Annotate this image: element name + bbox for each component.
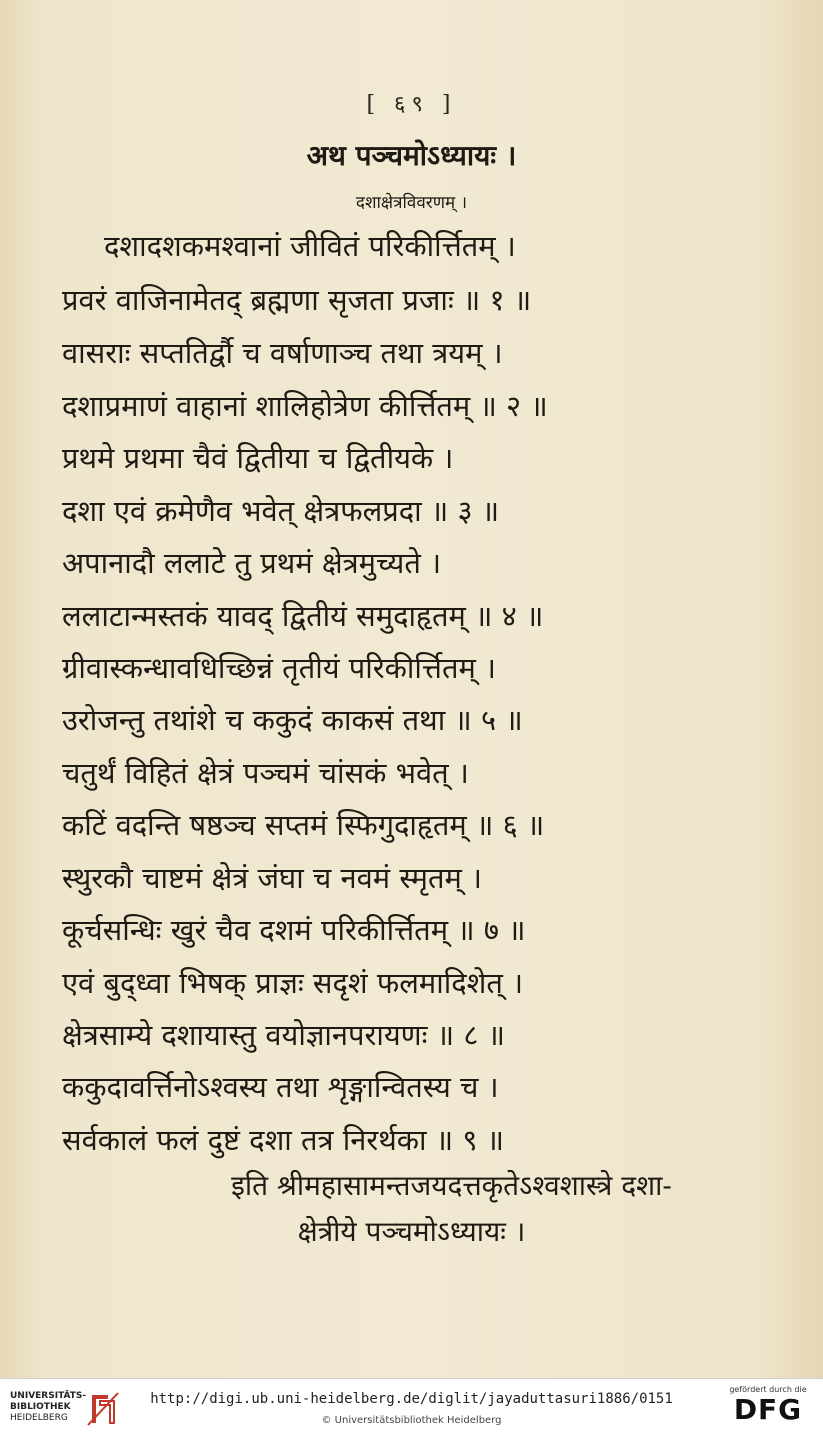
verse-line: दशाप्रमाणं वाहानां शालिहोत्रेण कीर्त्तितम् ॥ २ ॥ [62, 389, 548, 423]
copyright-notice: © Universitätsbibliothek Heidelberg [321, 1415, 502, 1426]
verse-line: क्षेत्रसाम्ये दशायास्तु वयोज्ञानपरायणः ॥ ८ ॥ [62, 1018, 505, 1052]
verse-line: सर्वकालं फलं दुष्टं दशा तत्र निरर्थका ॥ ९ ॥ [62, 1123, 505, 1157]
verse-line: चतुर्थं विहितं क्षेत्रं पञ्चमं चांसकं भवेत् । [62, 756, 469, 790]
verse-line: कूर्चसन्धिः खुरं चैव दशमं परिकीर्त्तितम् ॥ ७ ॥ [62, 913, 526, 947]
dfg-wordmark: DFG [733, 1393, 803, 1426]
verse-line: कटिं वदन्ति षष्ठञ्च सप्तमं स्फिगुदाहृतम् ॥ ६ ॥ [62, 808, 545, 842]
verse-line: एवं बुद्ध्वा भिषक् प्राज्ञः सदृशं फलमादिशेत् । [62, 966, 524, 1000]
verse-line: ललाटान्मस्तकं यावद् द्वितीयं समुदाहृतम् ॥ ४ ॥ [62, 599, 544, 633]
colophon-line: इति श्रीमहासामन्तजयदत्तकृतेऽश्वशास्त्रे दशा- [231, 1169, 672, 1202]
verse-line: स्थुरकौ चाष्टमं क्षेत्रं जंघा च नवमं स्मृतम् । [62, 861, 483, 895]
verse-line: उरोजन्तु तथांशे च ककुदं काकसं तथा ॥ ५ ॥ [62, 703, 523, 737]
page-number: [ ६९ ] [366, 92, 457, 117]
chapter-title: अथ पञ्चमोऽध्यायः । [306, 139, 517, 172]
dfg-caption: gefördert durch die [729, 1385, 807, 1394]
verse-line: दशादशकमश्वानां जीवितं परिकीर्त्तितम् । [104, 229, 516, 263]
section-subheading: दशाक्षेत्रविवरणम् । [355, 193, 468, 213]
verse-line: प्रवरं वाजिनामेतद् ब्रह्मणा सृजता प्रजाः ॥ १ ॥ [62, 283, 532, 317]
verse-line: वासराः सप्ततिर्द्वौ च वर्षाणाञ्च तथा त्रयम् । [62, 336, 503, 370]
viewer-footer [0, 1378, 823, 1438]
verse-line: ककुदावर्त्तिनोऽश्वस्य तथा शृङ्गान्वितस्य च । [62, 1070, 499, 1104]
permalink-url[interactable]: http://digi.ub.uni-heidelberg.de/diglit/jayaduttasuri1886/0151 [150, 1391, 673, 1407]
library-logo-text: UNIVERSITÄTS- BIBLIOTHEK HEIDELBERG [10, 1391, 87, 1423]
verse-line: दशा एवं क्रमेणैव भवेत् क्षेत्रफलप्रदा ॥ ३ ॥ [62, 494, 500, 528]
verse-line: अपानादौ ललाटे तु प्रथमं क्षेत्रमुच्यते । [62, 546, 442, 580]
verse-line: ग्रीवास्कन्धावधिच्छिन्नं तृतीयं परिकीर्त्तितम् । [62, 651, 497, 685]
verse-line: प्रथमे प्रथमा चैवं द्वितीया च द्वितीयके । [62, 441, 454, 475]
colophon-line: क्षेत्रीये पञ्चमोऽध्यायः । [297, 1215, 526, 1248]
dfg-logo[interactable] [723, 1385, 813, 1433]
